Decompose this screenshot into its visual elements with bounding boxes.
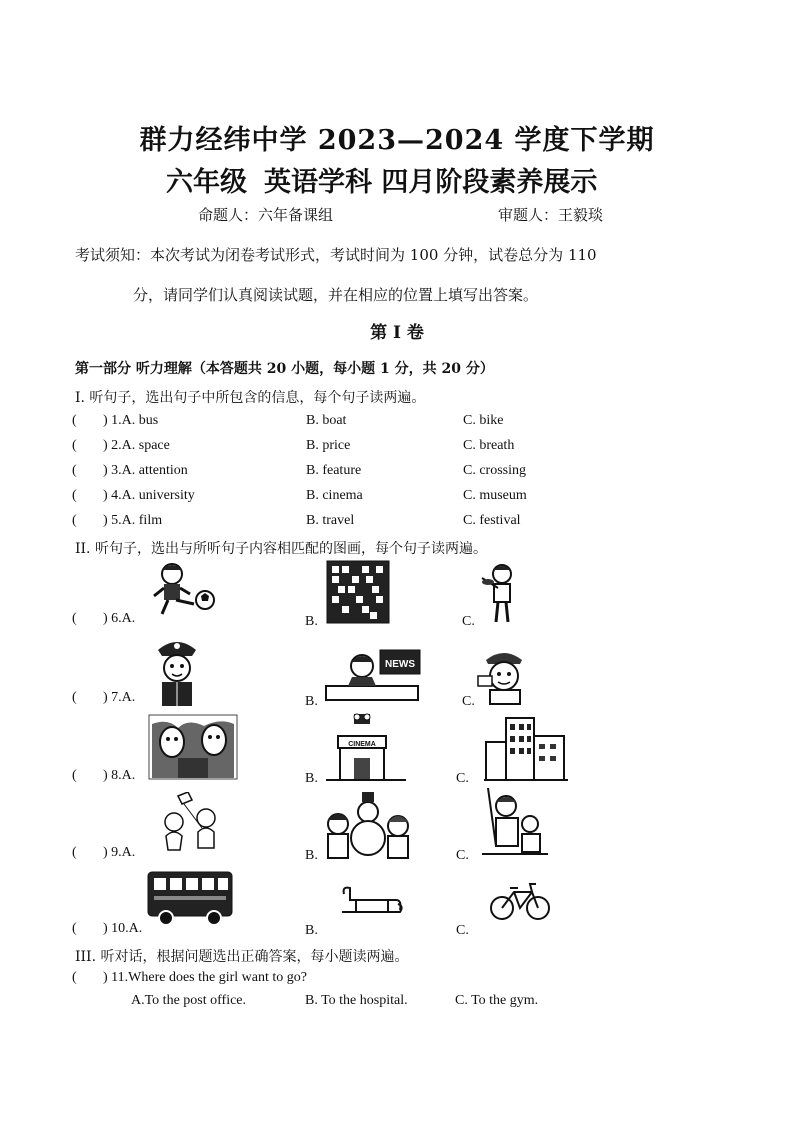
part1-title: 第一部分 听力理解（本答题共 20 小题，每小题 1 分，共 20 分）	[75, 361, 494, 377]
q2-option-b: B. price	[306, 438, 351, 453]
q7-label-c: C.	[462, 694, 475, 709]
q4-option-c: C. museum	[463, 488, 527, 503]
answer-paren[interactable]: (	[72, 463, 77, 478]
exam-notice-line1: 考试须知：本次考试为闭卷考试形式，考试时间为 100 分钟，试卷总分为 110	[75, 246, 597, 264]
answer-paren[interactable]: (	[72, 513, 77, 528]
q2-option-c: C. breath	[463, 438, 515, 453]
q3-option-a: ) 3.A. attention	[103, 463, 188, 478]
boy-kicking-football-picture[interactable]	[150, 560, 216, 616]
q8-label-b: B.	[305, 771, 318, 786]
q9-label-a: ) 9.A.	[103, 845, 136, 860]
q1-option-a: ) 1.A. bus	[103, 413, 159, 428]
answer-paren[interactable]: (	[72, 970, 77, 985]
q5-option-a: ) 5.A. film	[103, 513, 163, 528]
policeman-picture[interactable]	[152, 634, 202, 710]
volume-title: 第 I 卷	[370, 323, 424, 343]
answer-paren[interactable]: (	[72, 611, 77, 626]
q8-label-a: ) 8.A.	[103, 768, 136, 783]
q6-label-a: ) 6.A.	[103, 611, 136, 626]
postman-picture[interactable]	[474, 646, 532, 706]
man-and-boy-fishing-picture[interactable]	[482, 786, 548, 858]
children-with-snowman-picture[interactable]	[322, 790, 414, 860]
answer-paren[interactable]: (	[72, 413, 77, 428]
bus-picture[interactable]	[146, 866, 234, 928]
news-reporter-picture[interactable]	[322, 646, 422, 702]
theatre-masks-picture[interactable]	[148, 714, 238, 780]
q1-option-c: C. bike	[463, 413, 504, 428]
q1-option-b: B. boat	[306, 413, 347, 428]
answer-paren[interactable]: (	[72, 845, 77, 860]
answer-paren[interactable]: (	[72, 438, 77, 453]
bicycle-picture[interactable]	[488, 880, 552, 922]
q3-option-c: C. crossing	[463, 463, 526, 478]
news-sign-text: NEWS	[385, 659, 415, 670]
answer-paren[interactable]: (	[72, 488, 77, 503]
q4-option-b: B. cinema	[306, 488, 363, 503]
q6-label-c: C.	[462, 614, 475, 629]
q9-label-b: B.	[305, 848, 318, 863]
q5-option-b: B. travel	[306, 513, 355, 528]
q11-option-b: B. To the hospital.	[305, 993, 408, 1008]
q11-question: ) 11.Where does the girl want to go?	[103, 970, 307, 985]
q5-option-c: C. festival	[463, 513, 521, 528]
subject-title: 英语学科 四月阶段素养展示	[264, 167, 598, 198]
section3-instruction: III. 听对话，根据问题选出正确答案，每小题读两遍。	[75, 949, 409, 965]
q11-option-c: C. To the gym.	[455, 993, 539, 1008]
answer-paren[interactable]: (	[72, 921, 77, 936]
q10-label-a: ) 10.A.	[103, 921, 143, 936]
q2-option-a: ) 2.A. space	[103, 438, 170, 453]
section1-instruction: I. 听句子，选出句子中所包含的信息，每个句子读两遍。	[75, 390, 426, 406]
section2-instruction: II. 听句子，选出与所听句子内容相匹配的图画，每个句子读两遍。	[75, 541, 487, 557]
reviewer-label: 审题人：王毅琰	[498, 206, 604, 224]
q11-option-a: A.To the post office.	[131, 993, 247, 1008]
city-buildings-picture[interactable]	[484, 716, 568, 784]
exam-title: 群力经纬中学 2023—2024 学度下学期	[139, 125, 655, 156]
crossword-puzzle-picture[interactable]	[326, 560, 390, 624]
q9-label-c: C.	[456, 848, 469, 863]
answer-paren[interactable]: (	[72, 768, 77, 783]
answer-paren[interactable]: (	[72, 690, 77, 705]
q7-label-b: B.	[305, 694, 318, 709]
q10-label-c: C.	[456, 923, 469, 938]
q10-label-b: B.	[305, 923, 318, 938]
q8-label-c: C.	[456, 771, 469, 786]
author-label: 命题人：六年备课组	[198, 206, 334, 224]
grade-label: 六年级	[166, 167, 247, 198]
children-flying-kite-picture[interactable]	[158, 792, 230, 852]
cinema-sign-text: CINEMA	[348, 741, 376, 748]
boy-playing-violin-picture[interactable]	[478, 560, 528, 626]
sled-picture[interactable]	[340, 884, 404, 918]
q6-label-b: B.	[305, 614, 318, 629]
q3-option-b: B. feature	[306, 463, 362, 478]
q7-label-a: ) 7.A.	[103, 690, 136, 705]
exam-notice-line2: 分，请同学们认真阅读试题，并在相应的位置上填写出答案。	[133, 286, 539, 304]
q4-option-a: ) 4.A. university	[103, 488, 195, 503]
cinema-building-picture[interactable]	[326, 712, 406, 782]
